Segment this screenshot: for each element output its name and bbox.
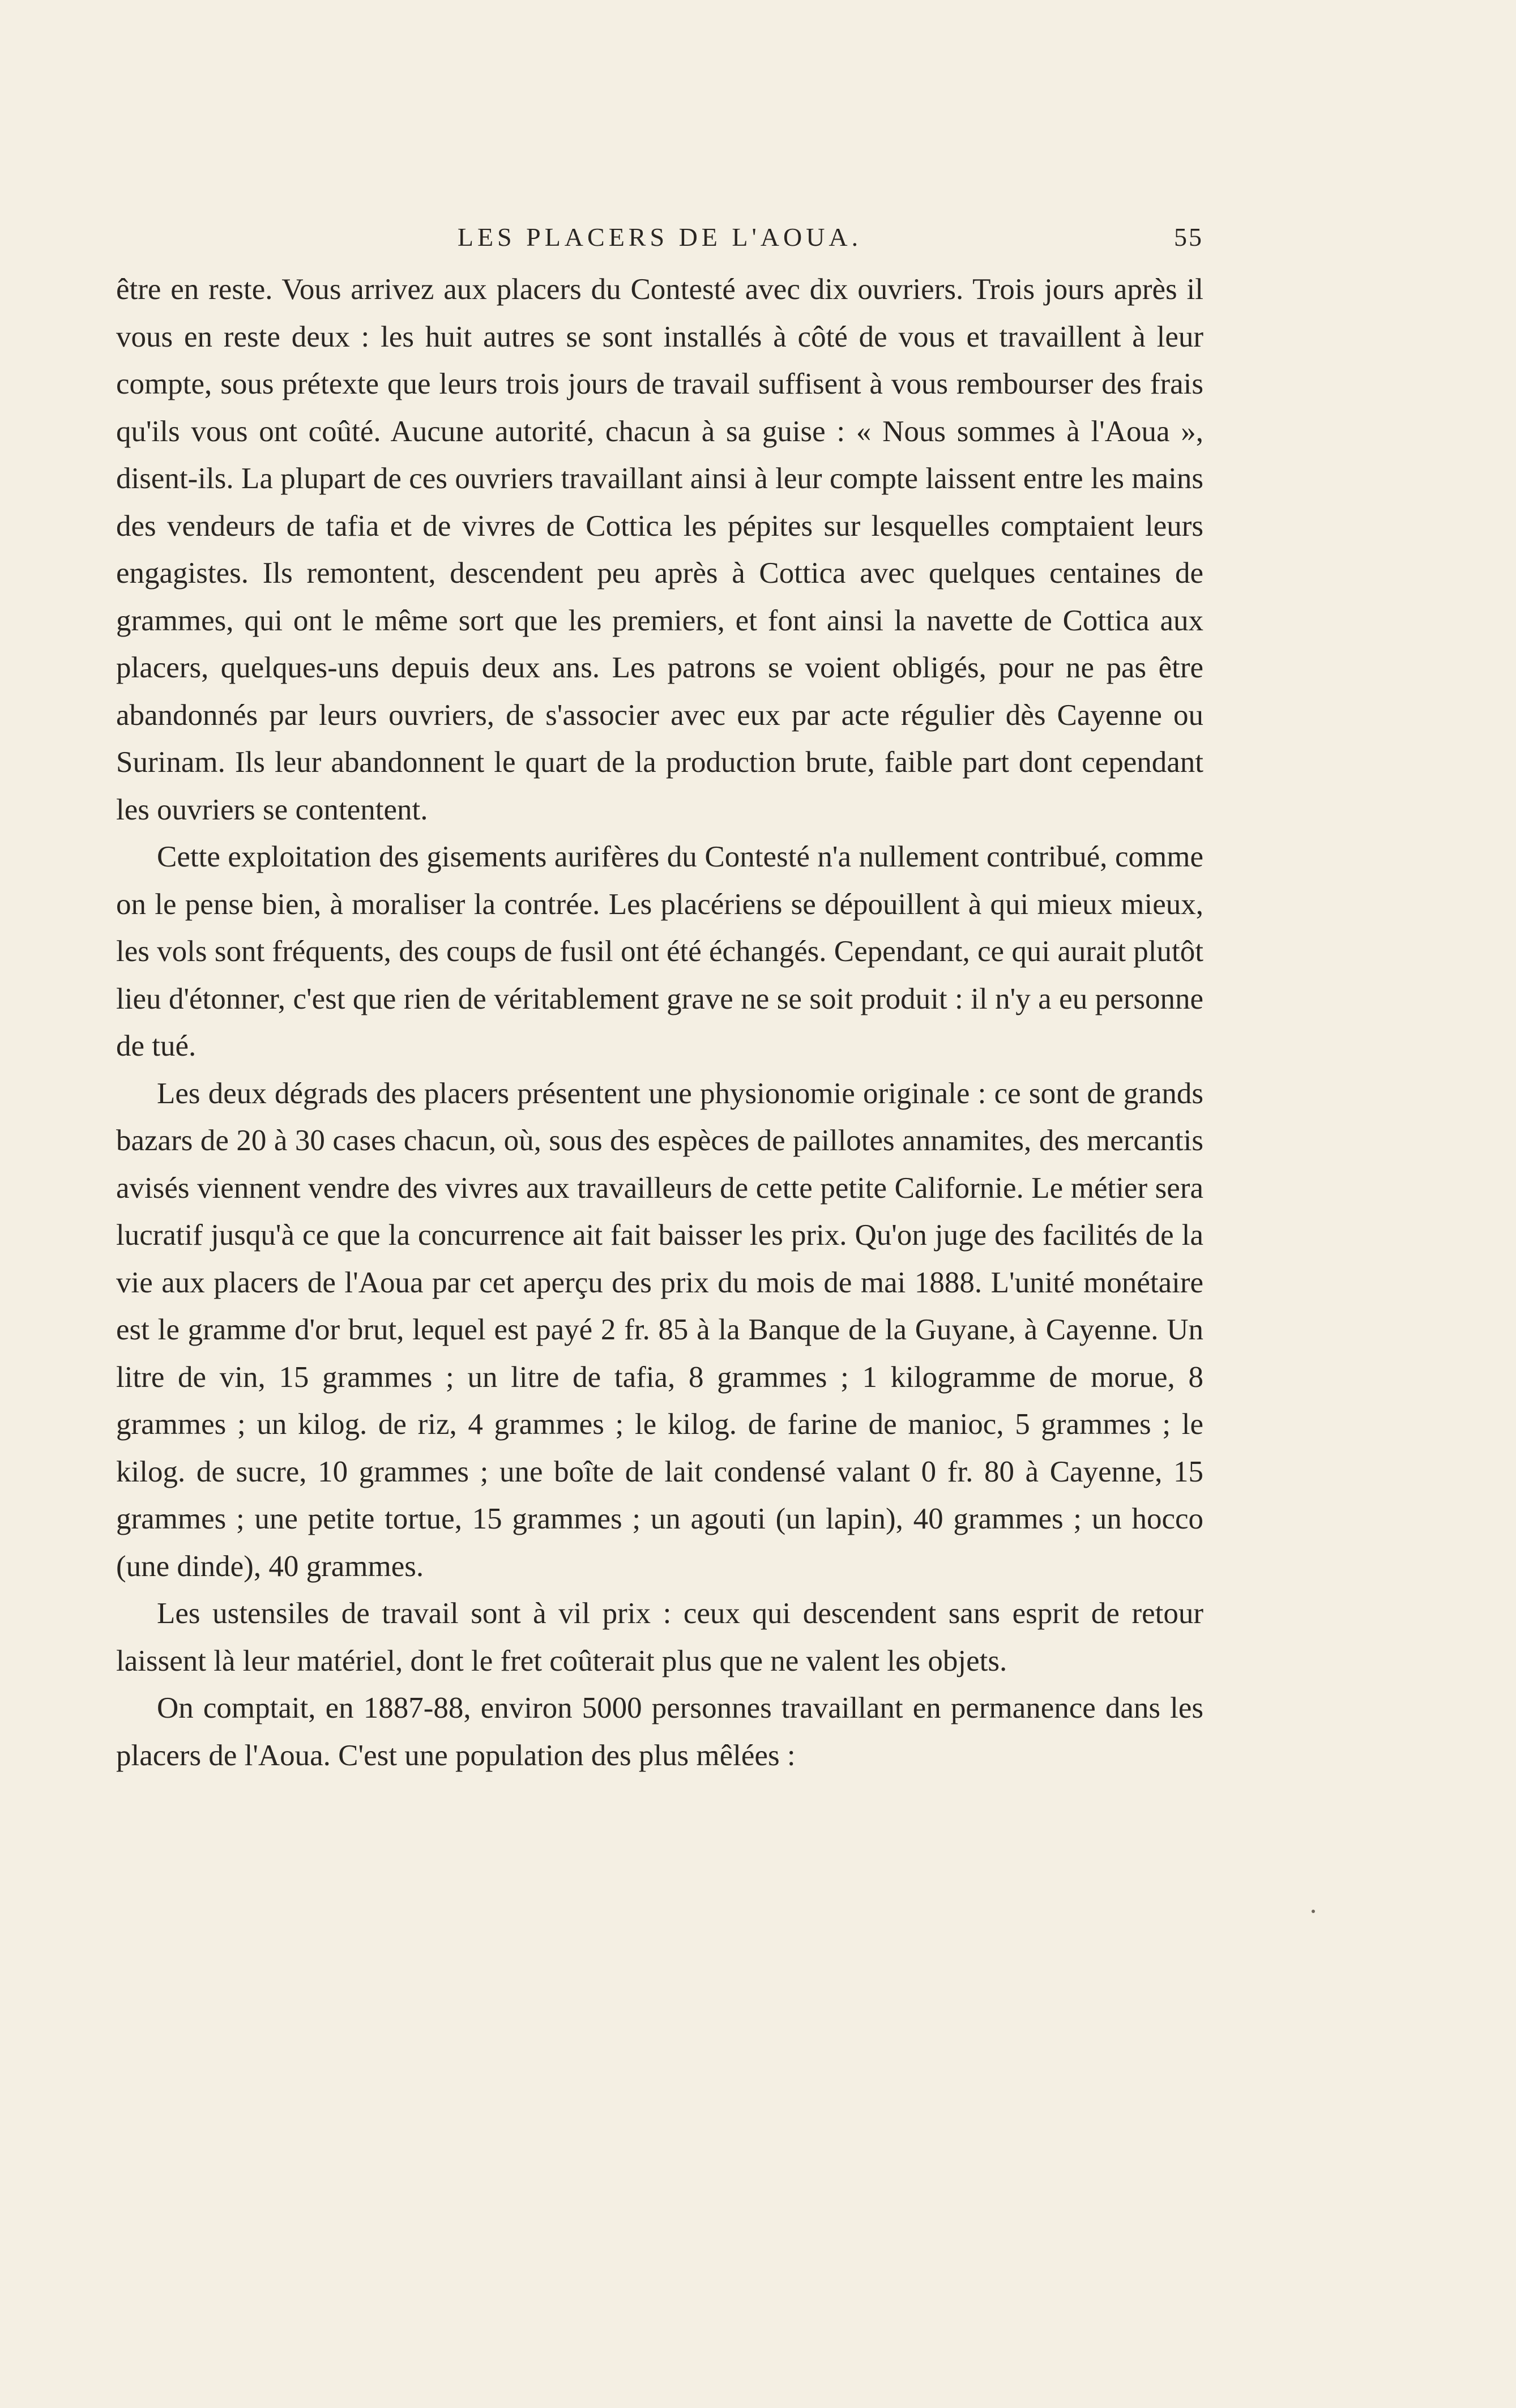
paragraph-exploitation: Cette exploitation des gisements aurifères du Contesté n'a nullement contribué, comme on le pense bien, à moraliser la contrée. Les placériens se dépouillent à qui mieux mieux, les vols sont fréquents, des coups de fusil ont été échangés. Cependant, ce qui aurait plutôt lieu d'étonner, c'est que rien de véritablement grave ne se soit produit : il n'y a eu personne de tué. bbox=[116, 840, 1203, 1062]
running-head bbox=[116, 222, 1203, 256]
paragraph-ustensiles: Les ustensiles de travail sont à vil prix : ceux qui descendent sans esprit de retour laissent là leur matériel, dont le fret coûterait plus que ne valent les objets. bbox=[116, 1597, 1203, 1677]
page-number: 55 bbox=[1174, 223, 1203, 251]
running-title: LES PLACERS DE L'AOUA. bbox=[457, 223, 862, 251]
paragraph-continuation: être en reste. Vous arrivez aux placers du Contesté avec dix ouvriers. Trois jours après il vous en reste deux : les huit autres se sont installés à côté de vous et travaillent à leur compte, sous prétexte que leurs trois jours de travail suffisent à vous rembourser des frais qu'ils vous ont coûté. Aucune autorité, chacun à sa guise : « Nous sommes à l'Aoua », disent-ils. La plupart de ces ouvriers travaillant ainsi à leur compte laissent entre les mains des vendeurs de tafia et de vivres de Cottica les pépites sur lesquelles comptaient leurs engagistes. Ils remontent, descendent peu après à Cottica avec quelques centaines de grammes, qui ont le même sort que les premiers, et font ainsi la navette de Cottica aux placers, quelques-uns depuis deux ans. Les patrons se voient obligés, pour ne pas être abandonnés par leurs ouvriers, de s'associer avec eux par acte régulier dès Cayenne ou Surinam. Ils leur abandonnent le quart de la production brute, faible part dont cependant les ouvriers se contentent. bbox=[116, 273, 1203, 826]
paragraph-degrads: Les deux dégrads des placers présentent une physionomie originale : ce sont de grands bazars de 20 à 30 cases chacun, où, sous des espèces de paillotes annamites, des mercantis avisés viennent vendre des vivres aux travailleurs de cette petite Californie. Le métier sera lucratif jusqu'à ce que la concurrence ait fait baisser les prix. Qu'on juge des facilités de la vie aux placers de l'Aoua par cet aperçu des prix du mois de mai 1888. L'unité monétaire est le gramme d'or brut, lequel est payé 2 fr. 85 à la Banque de la Guyane, à Cayenne. Un litre de vin, 15 grammes ; un litre de tafia, 8 grammes ; 1 kilogramme de morue, 8 grammes ; un kilog. de riz, 4 grammes ; le kilog. de farine de manioc, 5 grammes ; le kilog. de sucre, 10 grammes ; une boîte de lait condensé valant 0 fr. 80 à Cayenne, 15 grammes ; une petite tortue, 15 grammes ; un agouti (un lapin), 40 grammes ; un hocco (une dinde), 40 grammes. bbox=[116, 1077, 1203, 1583]
margin-speck bbox=[1312, 1910, 1315, 1913]
body-text bbox=[116, 266, 1203, 1779]
paragraph-population: On comptait, en 1887-88, environ 5000 personnes travaillant en permanence dans les placers de l'Aoua. C'est une population des plus mêlées : bbox=[116, 1692, 1203, 1772]
